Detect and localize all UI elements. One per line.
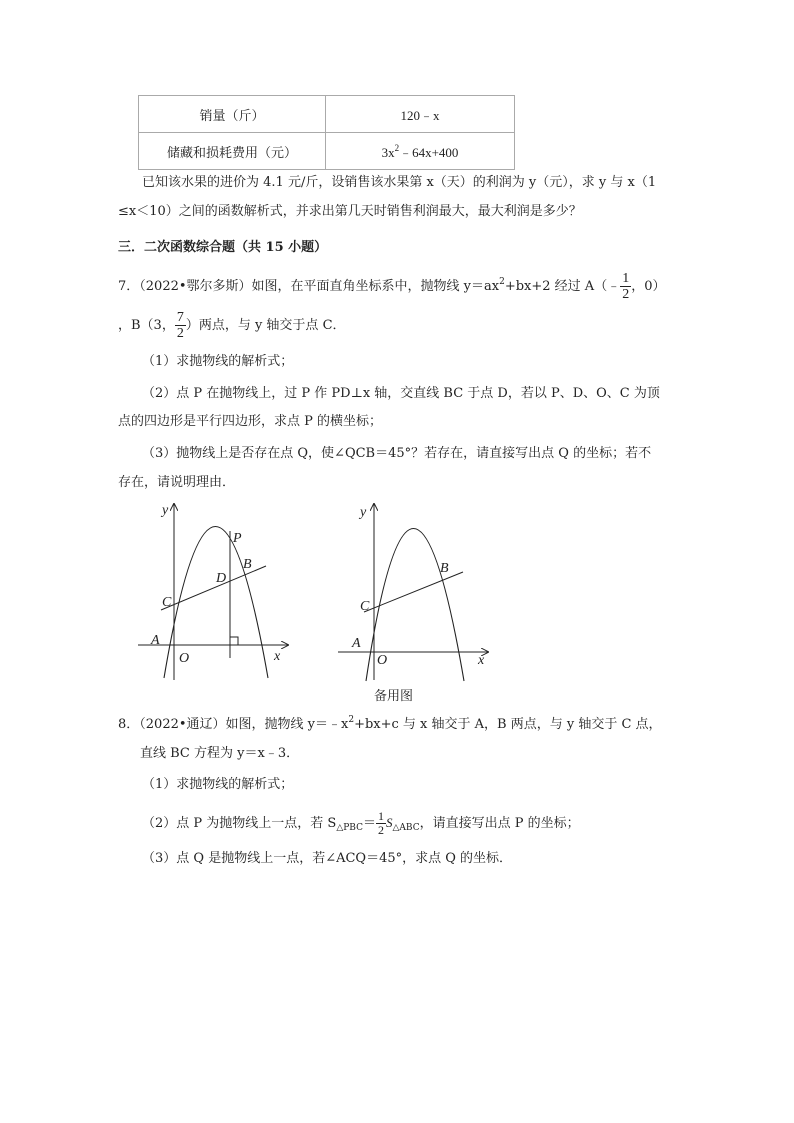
line-bc — [364, 572, 463, 612]
q8-line1: 8．（2022•通辽）如图，抛物线 $y=﹣x^2+bx+c$ 与 x 轴交于 A，B 两点，与 y 轴交于 C 点， — [118, 715, 662, 732]
label-b: B — [243, 557, 252, 572]
q7-figure-backup — [338, 498, 498, 683]
table-row — [139, 133, 515, 170]
q6-text-line1: 已知该水果的进价为 4.1 元/斤，设销售该水果第 x（天）的利润为 y（元），求 y 与 x（1 — [142, 175, 657, 190]
data-table — [138, 95, 515, 170]
q8-sub2: （2）点 P 为抛物线上一点，若 $S_{\triangle PBC}=$ $\frac{1}{2}$ $S_{\triangle ABC}$，请直接写出点 P 的坐标； — [142, 809, 580, 837]
label-c: C — [162, 595, 172, 610]
q7-sub3-line2: 存在，请说明理由． — [118, 475, 236, 490]
label-a: A — [151, 633, 160, 648]
section-title: 三．二次函数综合题（共 15 小题） — [118, 240, 328, 255]
q8-sub3: （3）点 Q 是抛物线上一点，若∠ACQ＝45°，求点 Q 的坐标． — [142, 851, 513, 866]
label-y: y — [360, 505, 367, 520]
label-d: D — [216, 571, 227, 586]
right-angle-mark — [230, 637, 238, 645]
fraction: $\frac{1}{2}$ — [378, 809, 384, 837]
label-c: C — [360, 599, 370, 614]
table-cell: 销量（斤） — [139, 96, 326, 133]
table-cell: 储藏和损耗费用（元） — [139, 133, 326, 170]
table-cell: 120﹣x — [326, 96, 515, 133]
figure-caption: 备用图 — [374, 689, 414, 704]
q7-sub3-line1: （3）抛物线上是否存在点 Q，使∠QCB＝45°？若存在，请直接写出点 Q 的坐标；若不 — [142, 446, 652, 461]
label-x: x — [478, 653, 485, 668]
label-o: O — [377, 653, 388, 668]
q7-figure-main — [138, 498, 298, 683]
label-o: O — [179, 651, 190, 666]
table-row — [139, 96, 515, 133]
line-bc — [161, 566, 266, 610]
table-cell: $3x^2﹣64x+400$ — [326, 133, 515, 170]
q8-line2: 直线 BC 方程为 y＝x﹣3． — [140, 746, 300, 761]
q7-line2: ，B（3， $\frac{7}{2}$ ）两点，与 y 轴交于点 C． — [118, 310, 346, 341]
label-x: x — [274, 649, 281, 664]
fraction: $\frac{1}{2}$ — [622, 271, 630, 302]
label-p: P — [233, 531, 242, 546]
label-y: y — [162, 503, 169, 518]
q7-sub2-line2: 点的四边形是平行四边形，求点 P 的横坐标； — [118, 414, 383, 429]
q7-line1: 7．（2022•鄂尔多斯）如图，在平面直角坐标系中，抛物线 $y=ax^2+bx+2$ 经过 A（﹣ $\frac{1}{2}$ ，0） — [118, 271, 666, 302]
q7-sub1: （1）求抛物线的解析式； — [142, 354, 294, 369]
label-b: B — [440, 561, 449, 576]
q6-text-line2: ≤x＜10）之间的函数解析式，并求出第几天时销售利润最大，最大利润是多少？ — [118, 204, 582, 219]
q7-sub2-line1: （2）点 P 在抛物线上，过 P 作 PD⊥x 轴，交直线 BC 于点 D，若以 P、D、O、C 为顶 — [142, 386, 660, 401]
q8-sub1: （1）求抛物线的解析式； — [142, 777, 294, 792]
label-a: A — [352, 636, 361, 651]
fraction: $\frac{7}{2}$ — [176, 310, 184, 341]
